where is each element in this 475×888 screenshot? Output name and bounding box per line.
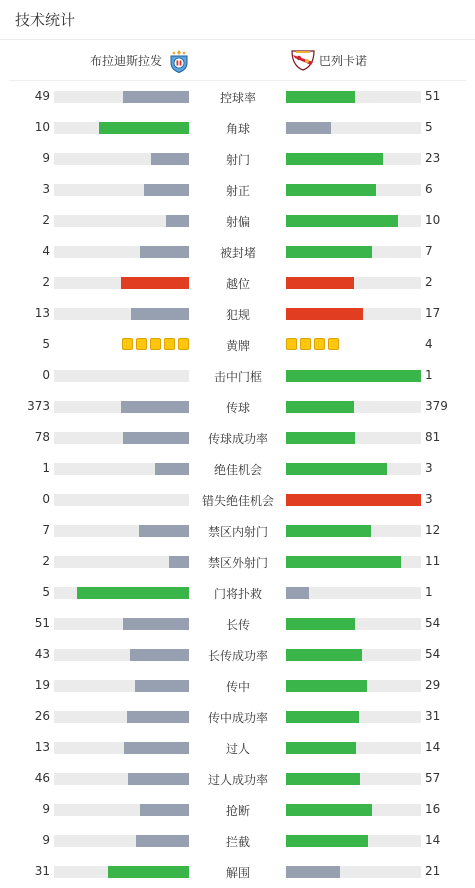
away-stat-bar-fill [286, 804, 372, 816]
yellow-card-icon [150, 338, 161, 350]
stat-label: 传球 [225, 401, 250, 415]
away-stat-bar [286, 184, 421, 196]
home-stat-bar [54, 370, 189, 382]
stat-label: 射正 [225, 184, 250, 198]
away-stat-value: 14 [425, 833, 441, 847]
yellow-card-icon [300, 338, 311, 350]
home-stat-value: 9 [42, 151, 50, 165]
away-stat-bar-fill [286, 432, 355, 444]
stat-label: 解围 [225, 866, 250, 880]
stat-row [0, 794, 475, 825]
stat-row [0, 205, 475, 236]
stat-label: 传球成功率 [207, 432, 268, 446]
away-stat-bar-fill [286, 773, 360, 785]
away-stat-value: 21 [425, 864, 441, 878]
away-stat-bar [286, 463, 421, 475]
home-stat-value: 9 [42, 833, 50, 847]
home-stat-bar-fill [77, 587, 189, 599]
away-stat-bar-fill [286, 680, 367, 692]
stat-label: 门将扑救 [213, 587, 262, 601]
home-stat-bar-fill [139, 525, 189, 537]
stat-row [0, 422, 475, 453]
away-stat-bar [286, 494, 421, 506]
home-stat-value: 1 [42, 461, 50, 475]
stat-label: 禁区内射门 [207, 525, 268, 539]
home-stat-value: 2 [42, 275, 50, 289]
yellow-card-icon [328, 338, 339, 350]
stat-row [0, 856, 475, 887]
stat-label: 抢断 [225, 804, 250, 818]
away-stat-bar-fill [286, 246, 372, 258]
away-stat-value: 1 [425, 585, 433, 599]
stat-label: 角球 [225, 122, 250, 136]
away-stat-bar-fill [286, 742, 356, 754]
away-stat-bar [286, 587, 421, 599]
stat-label: 传中 [225, 680, 250, 694]
stat-row [0, 639, 475, 670]
home-stat-bar [54, 618, 189, 630]
home-stat-bar [54, 308, 189, 320]
home-stat-bar [54, 432, 189, 444]
rayo-vallecano-crest-icon[interactable] [290, 49, 316, 71]
home-stat-bar-fill [131, 308, 189, 320]
away-stat-bar [286, 432, 421, 444]
home-stat-value: 7 [42, 523, 50, 537]
stat-row [0, 701, 475, 732]
away-stat-value: 16 [425, 802, 441, 816]
home-stat-bar-fill [121, 277, 189, 289]
home-stat-bar [54, 680, 189, 692]
home-stat-bar [54, 835, 189, 847]
stat-label: 过人 [225, 742, 250, 756]
home-stat-bar-fill [140, 804, 189, 816]
stat-row [0, 174, 475, 205]
home-stat-bar [54, 556, 189, 568]
yellow-card-icon [122, 338, 133, 350]
home-stat-bar-fill [140, 246, 189, 258]
away-stat-bar-fill [286, 649, 362, 661]
team-header [9, 41, 466, 81]
away-stat-bar-fill [286, 401, 354, 413]
away-stat-value: 23 [425, 151, 441, 165]
yellow-card-icon [164, 338, 175, 350]
away-stat-bar-fill [286, 556, 401, 568]
away-stat-value: 1 [425, 368, 433, 382]
away-stat-bar-fill [286, 618, 355, 630]
away-stat-bar [286, 649, 421, 661]
home-stat-value: 2 [42, 554, 50, 568]
stat-row [0, 236, 475, 267]
stat-row [0, 329, 475, 360]
home-stat-value: 46 [34, 771, 50, 785]
home-stat-bar-fill [124, 742, 189, 754]
home-stat-bar-fill [135, 680, 189, 692]
away-stat-bar [286, 525, 421, 537]
away-stat-bar [286, 153, 421, 165]
stat-label: 犯规 [225, 308, 250, 322]
home-stat-bar-fill [123, 432, 189, 444]
away-stat-bar [286, 711, 421, 723]
home-stat-bar [54, 587, 189, 599]
away-stat-bar-fill [286, 835, 368, 847]
home-stat-value: 373 [27, 399, 50, 413]
away-stat-bar [286, 308, 421, 320]
away-stat-bar-fill [286, 184, 376, 196]
away-stat-bar-fill [286, 711, 359, 723]
home-stat-value: 9 [42, 802, 50, 816]
stat-row [0, 608, 475, 639]
home-stat-value: 13 [34, 306, 50, 320]
away-stat-value: 10 [425, 213, 441, 227]
stat-row [0, 360, 475, 391]
home-stat-value: 0 [42, 492, 50, 506]
stat-row [0, 484, 475, 515]
home-stat-value: 51 [34, 616, 50, 630]
away-stat-value: 4 [425, 337, 433, 351]
stat-label: 拦截 [225, 835, 250, 849]
away-stat-bar [286, 556, 421, 568]
away-stat-value: 2 [425, 275, 433, 289]
home-stat-bar [54, 153, 189, 165]
away-stat-value: 81 [425, 430, 441, 444]
stat-label: 绝佳机会 [213, 463, 262, 477]
away-stat-bar [286, 122, 421, 134]
home-stat-value: 5 [42, 585, 50, 599]
home-stat-bar [54, 463, 189, 475]
home-stat-bar [54, 277, 189, 289]
yellow-card-icon [136, 338, 147, 350]
away-stat-bar-fill [286, 153, 383, 165]
stat-label: 过人成功率 [207, 773, 268, 787]
away-stat-bar-fill [286, 494, 421, 506]
yellow-card-icon [178, 338, 189, 350]
home-stat-value: 43 [34, 647, 50, 661]
home-stat-bar [54, 246, 189, 258]
home-stat-bar-fill [123, 618, 189, 630]
home-team-name[interactable]: 布拉迪斯拉发 [89, 54, 162, 68]
away-team-name[interactable]: 巴列卡诺 [319, 54, 368, 68]
away-stat-bar-fill [286, 308, 363, 320]
home-stat-value: 2 [42, 213, 50, 227]
title-bar [0, 0, 475, 40]
home-stat-bar [54, 773, 189, 785]
home-stat-value: 49 [34, 89, 50, 103]
stat-row [0, 112, 475, 143]
yellow-card-icon [286, 338, 297, 350]
home-stat-bar [54, 215, 189, 227]
away-stat-bar-fill [286, 463, 387, 475]
stat-row [0, 453, 475, 484]
home-stat-bar-fill [144, 184, 189, 196]
away-stat-value: 14 [425, 740, 441, 754]
stat-row [0, 577, 475, 608]
home-stat-value: 13 [34, 740, 50, 754]
home-stat-bar [54, 742, 189, 754]
home-stat-bar-fill [128, 773, 189, 785]
home-stat-value: 5 [42, 337, 50, 351]
stat-row [0, 143, 475, 174]
away-stat-value: 5 [425, 120, 433, 134]
home-stat-bar [54, 711, 189, 723]
stat-label: 长传 [225, 618, 250, 632]
home-stat-bar-fill [99, 122, 189, 134]
stat-label: 射偏 [225, 215, 250, 229]
away-stat-bar [286, 680, 421, 692]
stat-row [0, 825, 475, 856]
stat-row [0, 763, 475, 794]
away-stat-value: 31 [425, 709, 441, 723]
away-stat-value: 7 [425, 244, 433, 258]
away-stat-bar [286, 401, 421, 413]
away-stat-bar [286, 246, 421, 258]
home-stat-value: 26 [34, 709, 50, 723]
stat-label: 传中成功率 [207, 711, 268, 725]
away-stat-value: 3 [425, 492, 433, 506]
home-stat-value: 10 [34, 120, 50, 134]
stat-row [0, 391, 475, 422]
away-stat-value: 51 [425, 89, 441, 103]
home-stat-value: 31 [34, 864, 50, 878]
away-stat-bar-fill [286, 215, 398, 227]
away-stat-bar [286, 370, 421, 382]
home-stat-bar-fill [166, 215, 189, 227]
stat-label: 长传成功率 [207, 649, 268, 663]
home-stat-bar-fill [127, 711, 189, 723]
home-yellow-cards [122, 338, 189, 352]
slovan-bratislava-crest-icon[interactable] [169, 49, 189, 73]
stat-label: 禁区外射门 [207, 556, 268, 570]
home-stat-bar-fill [121, 401, 189, 413]
away-stat-value: 54 [425, 647, 441, 661]
home-stat-bar [54, 401, 189, 413]
away-stat-value: 11 [425, 554, 441, 568]
stat-label: 击中门框 [213, 370, 262, 384]
away-stat-value: 57 [425, 771, 441, 785]
away-stat-value: 3 [425, 461, 433, 475]
away-stat-bar [286, 277, 421, 289]
away-stat-bar [286, 215, 421, 227]
stat-row [0, 670, 475, 701]
away-stat-bar [286, 804, 421, 816]
home-stat-bar [54, 866, 189, 878]
home-stat-value: 78 [34, 430, 50, 444]
home-stat-bar [54, 804, 189, 816]
home-stat-value: 0 [42, 368, 50, 382]
home-stat-bar-fill [123, 91, 189, 103]
away-stat-value: 17 [425, 306, 441, 320]
stat-label: 错失绝佳机会 [201, 494, 274, 508]
away-stat-bar-fill [286, 122, 331, 134]
home-stat-bar-fill [151, 153, 189, 165]
away-stat-bar [286, 835, 421, 847]
away-stat-value: 54 [425, 616, 441, 630]
home-stat-bar-fill [108, 866, 189, 878]
stat-row [0, 267, 475, 298]
home-stat-bar [54, 122, 189, 134]
away-stat-value: 6 [425, 182, 433, 196]
away-stat-bar [286, 91, 421, 103]
stat-label: 越位 [225, 277, 250, 291]
away-stat-bar-fill [286, 91, 355, 103]
away-stat-bar-fill [286, 277, 354, 289]
stat-row [0, 298, 475, 329]
stat-label: 控球率 [219, 91, 256, 105]
home-stat-value: 4 [42, 244, 50, 258]
home-stat-bar [54, 91, 189, 103]
home-stat-value: 3 [42, 182, 50, 196]
home-stat-value: 19 [34, 678, 50, 692]
away-stat-bar [286, 618, 421, 630]
yellow-card-icon [314, 338, 325, 350]
home-stat-bar [54, 494, 189, 506]
away-stat-bar [286, 866, 421, 878]
away-stat-bar [286, 742, 421, 754]
away-yellow-cards [286, 338, 339, 352]
home-stat-bar [54, 184, 189, 196]
stat-label: 黄牌 [225, 339, 250, 353]
stat-row [0, 732, 475, 763]
home-stat-bar-fill [169, 556, 189, 568]
home-stat-bar-fill [155, 463, 189, 475]
home-stat-bar [54, 649, 189, 661]
stat-row [0, 515, 475, 546]
page-title: 技术统计 [15, 11, 76, 29]
away-stat-value: 12 [425, 523, 441, 537]
away-stat-value: 29 [425, 678, 441, 692]
stat-label: 被封堵 [219, 246, 256, 260]
away-stat-bar [286, 773, 421, 785]
stat-row [0, 81, 475, 112]
home-stat-bar-fill [136, 835, 189, 847]
home-stat-bar [54, 525, 189, 537]
away-stat-bar-fill [286, 866, 340, 878]
stat-row [0, 546, 475, 577]
home-stat-bar-fill [130, 649, 189, 661]
away-stat-bar-fill [286, 525, 371, 537]
away-stat-bar-fill [286, 587, 309, 599]
stat-label: 射门 [225, 153, 250, 167]
away-stat-value: 379 [425, 399, 448, 413]
away-stat-bar-fill [286, 370, 421, 382]
